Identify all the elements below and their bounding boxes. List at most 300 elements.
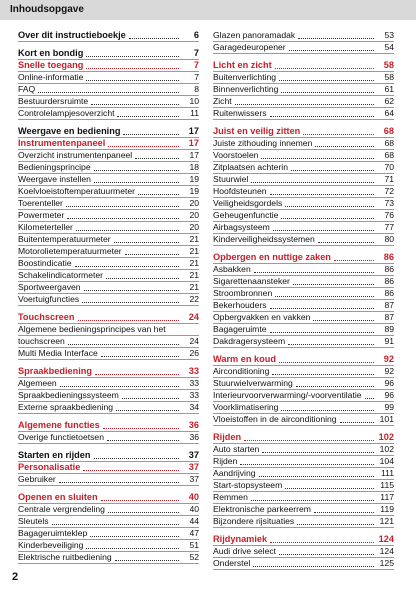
toc-entry[interactable] [213,198,394,210]
dot-leader [251,182,374,183]
toc-entry[interactable] [213,378,394,390]
toc-entry[interactable] [18,72,199,84]
toc-page-number: 68 [383,126,394,136]
toc-entry[interactable] [18,258,199,270]
toc-page-number: 10 [189,96,199,106]
dot-leader [86,548,179,549]
toc-page-number: 68 [384,138,394,148]
dot-leader [101,356,179,357]
toc-entry-title: Starten en rijden [18,450,91,460]
toc-page-number: 89 [384,324,394,334]
toc-page-number: 70 [384,162,394,172]
toc-entry[interactable] [213,402,394,414]
toc-entry-title: Asbakken [213,264,251,274]
toc-entry[interactable] [18,516,199,528]
toc-entry-title: Schakelindicatormeter [18,270,104,280]
toc-entry[interactable] [18,186,199,198]
dot-leader [138,194,179,195]
toc-page-number: 124 [378,534,394,544]
dot-leader [60,386,179,387]
toc-entry-title: Voorstoelen [213,150,259,160]
toc-page-number: 21 [189,246,199,256]
toc-entry[interactable] [18,282,199,294]
dot-leader [94,182,179,183]
dot-leader [66,206,179,207]
dot-leader [270,116,375,117]
dot-leader [108,512,179,513]
toc-page-number: 80 [384,234,394,244]
toc-entry[interactable] [213,336,394,348]
dot-leader [94,458,180,459]
toc-entry-title: Stuurwielverwarming [213,378,293,388]
toc-entry-title: Onderstel [213,558,251,568]
dot-leader [125,254,179,255]
toc-page-number: 102 [378,432,394,442]
dot-leader [285,488,374,489]
toc-entry[interactable] [18,84,199,96]
toc-section-heading[interactable] [18,30,199,42]
toc-page-number: 96 [384,378,394,388]
toc-page-number: 119 [380,504,394,514]
dot-leader [86,68,179,69]
toc-entry[interactable] [18,108,199,120]
dot-leader [101,500,179,501]
toc-entry[interactable] [18,528,199,540]
toc-page-number: 6 [193,30,199,40]
toc-page-number: 125 [379,558,394,568]
toc-page-number: 11 [190,108,199,118]
toc-entry[interactable] [18,162,199,174]
toc-page-number: 64 [384,108,394,118]
toc-entry-title: FAQ [18,84,36,94]
toc-page-number: 40 [189,504,199,514]
toc-section-heading[interactable] [18,420,199,432]
toc-page-number: 26 [189,348,199,358]
dot-leader [285,206,374,207]
toc-entry[interactable] [18,222,199,234]
toc-entry[interactable] [213,468,394,480]
toc-page-number: 104 [379,456,394,466]
toc-entry[interactable] [213,414,394,426]
dot-leader [270,194,374,195]
toc-page-number: 22 [189,294,199,304]
toc-entry[interactable] [213,300,394,312]
toc-entry-title: Vloeistoffen in de airconditioning [213,414,337,424]
dot-leader [279,80,374,81]
toc-page-number: 47 [189,528,199,538]
toc-page-number: 58 [384,72,394,82]
dot-leader [108,146,179,147]
toc-entry-title: Veiligheidsgordels [213,198,283,208]
toc-entry[interactable] [18,324,199,336]
toc-section-heading[interactable] [18,126,199,138]
toc-page-number: 124 [379,546,394,556]
toc-entry-title: Rijdynamiek [213,534,268,544]
toc-section-heading[interactable] [213,60,394,72]
toc-entry[interactable] [213,264,394,276]
toc-entry[interactable] [18,246,199,258]
toc-page-number: 54 [384,42,394,52]
toc-page-number: 92 [384,366,394,376]
toc-page-number: 20 [189,222,199,232]
toc-section-heading[interactable] [213,432,394,444]
toc-page-number: 91 [384,336,394,346]
toc-entry[interactable] [18,96,199,108]
toc-entry[interactable] [213,150,394,162]
toc-entry[interactable] [18,294,199,306]
toc-page-number: 58 [383,60,394,70]
dot-leader [122,398,179,399]
toc-column-right [213,30,394,570]
dot-leader [279,554,374,555]
toc-page-number: 37 [188,450,199,460]
toc-page-number: 21 [189,282,199,292]
dot-leader [83,470,179,471]
toc-entry[interactable] [18,234,199,246]
dot-leader [86,80,179,81]
toc-section-heading[interactable] [18,462,199,474]
toc-entry-title: Warm en koud [213,354,276,364]
toc-page-number: 61 [384,84,394,94]
dot-leader [86,56,179,57]
toc-entry[interactable] [213,72,394,84]
dot-leader [59,482,179,483]
dot-leader [297,524,374,525]
toc-entry-title: Controlelampjesoverzicht [18,108,115,118]
toc-entry-title: Buitentemperatuurmeter [18,234,111,244]
toc-page-number: 115 [380,480,394,490]
dot-leader [135,158,179,159]
dot-leader [275,68,374,69]
toc-entry-title: Personalisatie [18,462,81,472]
toc-entry[interactable] [213,492,394,504]
toc-entry-title: Boostindicatie [18,258,72,268]
toc-entry-title: Licht en zicht [213,60,272,70]
dot-leader [117,116,179,117]
dot-leader [315,146,374,147]
toc-page-number: 44 [189,516,199,526]
toc-entry-title: Externe spraakbediening [18,402,114,412]
dot-leader [313,320,374,321]
toc-page-number: 53 [384,30,394,40]
dot-leader [106,278,179,279]
toc-entry[interactable] [18,474,199,486]
toc-entry[interactable] [213,480,394,492]
toc-page-number: 72 [384,186,394,196]
toc-entry[interactable] [18,210,199,222]
dot-leader [291,170,374,171]
toc-entry[interactable] [213,444,394,456]
toc-entry-title: Glazen panoramadak [213,30,296,40]
toc-page-number: 73 [384,198,394,208]
toc-entry[interactable] [213,516,394,528]
dot-leader [334,260,374,261]
toc-entry[interactable] [213,504,394,516]
toc-entry-title: Multi Media Interface [18,348,98,358]
dot-leader [270,332,374,333]
toc-entry-title: Algemene bedieningsprincipes van het [18,324,166,334]
toc-page-number: 18 [189,162,199,172]
toc-entry-title: Instrumentenpaneel [18,138,106,148]
toc-page-number: 77 [384,222,394,232]
toc-entry[interactable] [213,96,394,108]
dot-leader [123,134,179,135]
toc-entry[interactable] [18,432,199,444]
toc-entry-title: Sportweergaven [18,282,81,292]
toc-entry-title: Koelvloeistoftemperatuurmeter [18,186,136,196]
toc-entry-title: Opbergvakken en vakken [213,312,311,322]
toc-entry[interactable] [18,390,199,402]
toc-page-number: 37 [189,474,199,484]
dot-leader [253,566,374,567]
toc-entry-title: Toerenteller [18,198,63,208]
toc-page-number: 36 [189,432,199,442]
toc-entry-title: Garagedeuropener [213,42,286,52]
toc-entry-title: Dakdragersysteem [213,336,286,346]
dot-leader [235,104,374,105]
toc-page-number: 40 [188,492,199,502]
toc-section-heading[interactable] [18,366,199,378]
toc-entry-title: Over dit instructieboekje [18,30,126,40]
toc-entry[interactable] [213,30,394,42]
dot-leader [107,440,179,441]
toc-page-number: 102 [379,444,394,454]
dot-leader [281,218,374,219]
dot-leader [281,92,374,93]
toc-page-number: 19 [189,174,199,184]
dot-leader [91,104,179,105]
toc-entry-title: Weergave en bediening [18,126,121,136]
toc-entry-title: Voorklimatisering [213,402,279,412]
dot-leader [293,284,374,285]
toc-page-number: 33 [189,390,199,400]
toc-entry-title: Bedieningsprincipe [18,162,91,172]
toc-page-number: 117 [380,492,394,502]
toc-entry-title: Audi drive select [213,546,277,556]
page-title: Inhoudsopgave [10,4,84,15]
toc-entry[interactable] [213,42,394,54]
toc-page-number: 92 [383,354,394,364]
dot-leader [281,410,374,411]
toc-entry-title: Kinderveiligheidssystemen [213,234,315,244]
dot-leader [314,512,374,513]
toc-entry-title: Juist en veilig zitten [213,126,301,136]
toc-entry-title: Stroombronnen [213,288,273,298]
toc-page-number: 21 [189,234,199,244]
dot-leader [94,170,179,171]
toc-page-number: 20 [189,198,199,208]
toc-entry[interactable] [18,348,199,360]
toc-section-heading[interactable] [18,60,199,72]
dot-leader [340,422,374,423]
toc-entry[interactable] [213,138,394,150]
dot-leader [275,296,374,297]
toc-page-number: 71 [384,174,394,184]
dot-leader [261,158,374,159]
toc-entry-title: Rijden [213,432,242,442]
toc-entry-title: Stuurwiel [213,174,249,184]
dot-leader [259,476,374,477]
toc-section-heading[interactable] [213,252,394,264]
toc-page-number: 33 [188,366,199,376]
dot-leader [298,38,374,39]
toc-entry[interactable] [213,546,394,558]
dot-leader [365,398,374,399]
toc-section-heading[interactable] [213,534,394,546]
toc-section-heading[interactable] [18,312,199,324]
toc-entry[interactable] [213,390,394,402]
toc-page-number: 111 [380,468,394,478]
dot-leader [38,92,179,93]
dot-leader [240,464,374,465]
dot-leader [52,524,179,525]
toc-section-heading[interactable] [18,492,199,504]
toc-entry-title: Airconditioning [213,366,270,376]
toc-entry[interactable] [213,162,394,174]
toc-entry-title: Algemene functies [18,420,100,430]
toc-section-heading[interactable] [18,450,199,462]
toc-entry-title: Snelle toegang [18,60,84,70]
toc-page-number: 37 [188,462,199,472]
toc-entry-title: Bagageruimte [213,324,267,334]
toc-page-number: 86 [384,288,394,298]
dot-leader [103,428,179,429]
dot-leader [270,542,374,543]
dot-leader [116,410,179,411]
toc-entry[interactable] [213,174,394,186]
toc-entry[interactable] [18,198,199,210]
toc-section-heading[interactable] [213,126,394,138]
dot-leader [90,536,179,537]
toc-entry[interactable] [213,84,394,96]
toc-entry[interactable] [18,402,199,414]
dot-leader [129,38,179,39]
toc-entry[interactable] [18,270,199,282]
toc-entry-title: Bestuurdersruimte [18,96,89,106]
toc-entry-title: Juiste zithouding innemen [213,138,313,148]
toc-page-number: 34 [189,402,199,412]
toc-entry-title: Kinderbeveiliging [18,540,84,550]
toc-entry[interactable] [18,336,199,348]
toc-entry[interactable] [213,324,394,336]
toc-entry-title: Buitenverlichting [213,72,277,82]
dot-leader [68,344,179,345]
dot-leader [272,374,374,375]
toc-entry[interactable] [213,288,394,300]
header-bar [0,0,416,20]
toc-page-number: 24 [188,312,199,322]
toc-entry-title: Remmen [213,492,248,502]
dot-leader [78,320,179,321]
dot-leader [84,290,179,291]
toc-entry-title: Powermeter [18,210,65,220]
toc-section-heading[interactable] [18,138,199,150]
toc-entry[interactable] [18,504,199,516]
dot-leader [279,362,374,363]
toc-entry[interactable] [213,312,394,324]
toc-page-number: 7 [193,60,199,70]
toc-entry-title: Interieurvoorverwarming/-voorventilatie [213,390,362,400]
toc-entry-title: Geheugenfunctie [213,210,279,220]
toc-entry[interactable] [213,222,394,234]
toc-entry-title: Zitplaatsen achterin [213,162,288,172]
toc-entry-title: Sigarettenaansteker [213,276,290,286]
toc-entry-title: Openen en sluiten [18,492,98,502]
dot-leader [296,386,374,387]
toc-page-number: 51 [189,540,199,550]
dot-leader [289,50,374,51]
toc-entry-title: Hoofdsteunen [213,186,267,196]
toc-entry-title: Gebruiker [18,474,56,484]
dot-leader [115,560,179,561]
toc-entry[interactable] [213,186,394,198]
toc-page-number: 21 [189,270,199,280]
toc-entry[interactable] [213,108,394,120]
toc-entry[interactable] [213,366,394,378]
toc-page-number: 33 [189,378,199,388]
toc-column-left [18,30,199,564]
dot-leader [76,230,179,231]
dot-leader [273,230,374,231]
toc-entry[interactable] [213,456,394,468]
toc-page-number: 24 [189,336,199,346]
toc-entry-title: Start-stopsysteem [213,480,283,490]
toc-entry-title: Bijzondere rijsituaties [213,516,295,526]
toc-section-heading[interactable] [18,48,199,60]
toc-entry[interactable] [18,552,199,564]
toc-entry[interactable] [18,540,199,552]
toc-entry-title: Aandrijving [213,468,256,478]
toc-entry-title: Kilometerteller [18,222,73,232]
toc-page-number: 121 [379,516,394,526]
toc-entry-title: Centrale vergrendeling [18,504,105,514]
toc-page-number: 21 [189,258,199,268]
toc-entry[interactable] [213,558,394,570]
toc-entry-title: touchscreen [18,336,65,346]
toc-entry-title: Online-informatie [18,72,84,82]
toc-page-number: 52 [189,552,199,562]
dot-leader [303,134,374,135]
toc-entry[interactable] [213,210,394,222]
dot-leader [67,218,179,219]
toc-page-number: 20 [189,210,199,220]
toc-section-heading[interactable] [213,354,394,366]
toc-page-number: 17 [188,138,199,148]
toc-entry[interactable] [18,150,199,162]
toc-entry[interactable] [18,174,199,186]
toc-entry-title: Algemeen [18,378,57,388]
dot-leader [251,500,374,501]
toc-entry[interactable] [213,276,394,288]
toc-entry[interactable] [213,234,394,246]
toc-entry-title: Voertuigfuncties [18,294,80,304]
toc-entry-title: Airbagsysteem [213,222,270,232]
toc-entry-title: Sleutels [18,516,49,526]
dot-leader [288,344,374,345]
toc-page-number: 87 [384,300,394,310]
toc-entry-title: Zicht [213,96,232,106]
toc-entry-title: Bagageruimteklep [18,528,88,538]
toc-entry-title: Weergave instellen [18,174,91,184]
dot-leader [82,302,179,303]
toc-page-number: 86 [383,252,394,262]
toc-entry-title: Binnenverlichting [213,84,279,94]
toc-page-number: 7 [194,72,199,82]
toc-entry-title: Ruitenwissers [213,108,267,118]
toc-entry[interactable] [18,378,199,390]
toc-page-number: 86 [384,276,394,286]
toc-page-number: 7 [193,48,199,58]
